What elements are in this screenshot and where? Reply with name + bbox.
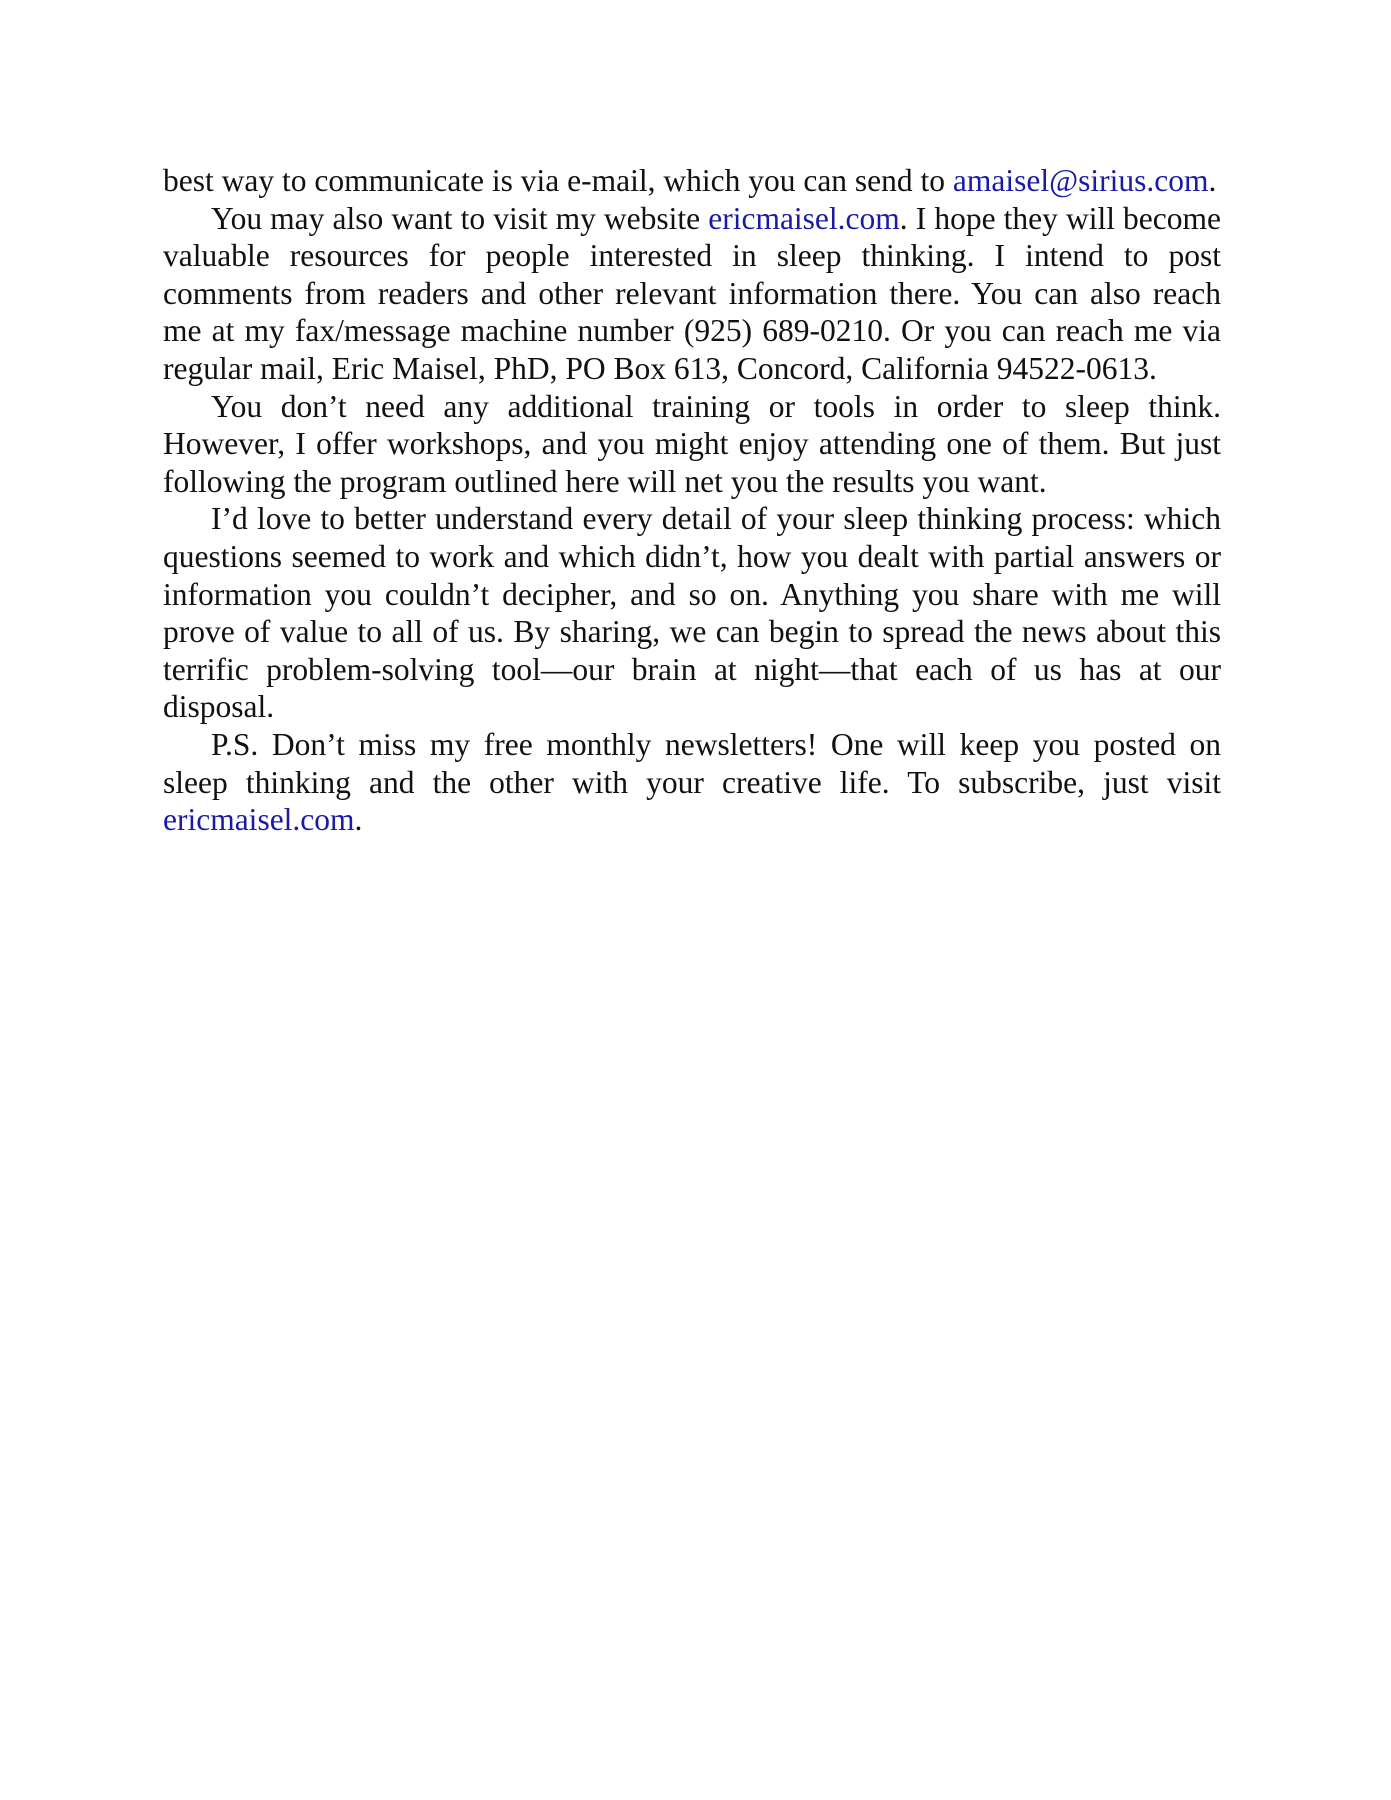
paragraph-text: . bbox=[354, 802, 363, 838]
paragraph-text: . bbox=[1208, 163, 1217, 198]
paragraph-text: P.S. Don’t miss my free monthly newsletters! One will keep you posted on sleep thinking and the other with your creative life. To subscribe, just visit bbox=[163, 726, 1221, 800]
paragraph-text: I’d love to better understand every detail of your sleep thinking process: which questions seemed to work and which didn’t, how you dealt with partial answers or information you couldn’t decipher, and so on. Anything you share with me will prove of value to all of us. By sharing, we can begin to spread the news about this terrific problem-solving tool—our brain at night—that each of us has at our disposal. bbox=[163, 501, 1221, 725]
paragraph-feedback bbox=[163, 500, 1221, 726]
paragraph-website bbox=[163, 200, 1221, 388]
paragraph-text: You may also want to visit my website bbox=[211, 200, 709, 236]
paragraph-training bbox=[163, 388, 1221, 501]
paragraph-postscript bbox=[163, 726, 1221, 839]
paragraph-text: best way to communicate is via e-mail, which you can send to bbox=[163, 163, 953, 198]
subscribe-link[interactable]: ericmaisel.com bbox=[163, 802, 355, 838]
paragraph-email bbox=[163, 162, 1221, 200]
document-page bbox=[163, 162, 1221, 839]
paragraph-text: . I hope they will become valuable resources for people interested in sleep thinking. I intend to post comments from readers and other relevant information there. You can also reach me at my fax/message machine number (925) 689-0210. Or you can reach me via regular mail, Eric Maisel, PhD, PO Box 613, Concord, California 94522-0613. bbox=[163, 200, 1221, 386]
paragraph-text: You don’t need any additional training or tools in order to sleep think. However, I offer workshops, and you might enjoy attending one of them. But just following the program outlined here will net you the results you want. bbox=[163, 388, 1221, 499]
email-link[interactable]: amaisel@sirius.com bbox=[952, 163, 1209, 198]
website-link[interactable]: ericmaisel.com bbox=[708, 200, 900, 236]
